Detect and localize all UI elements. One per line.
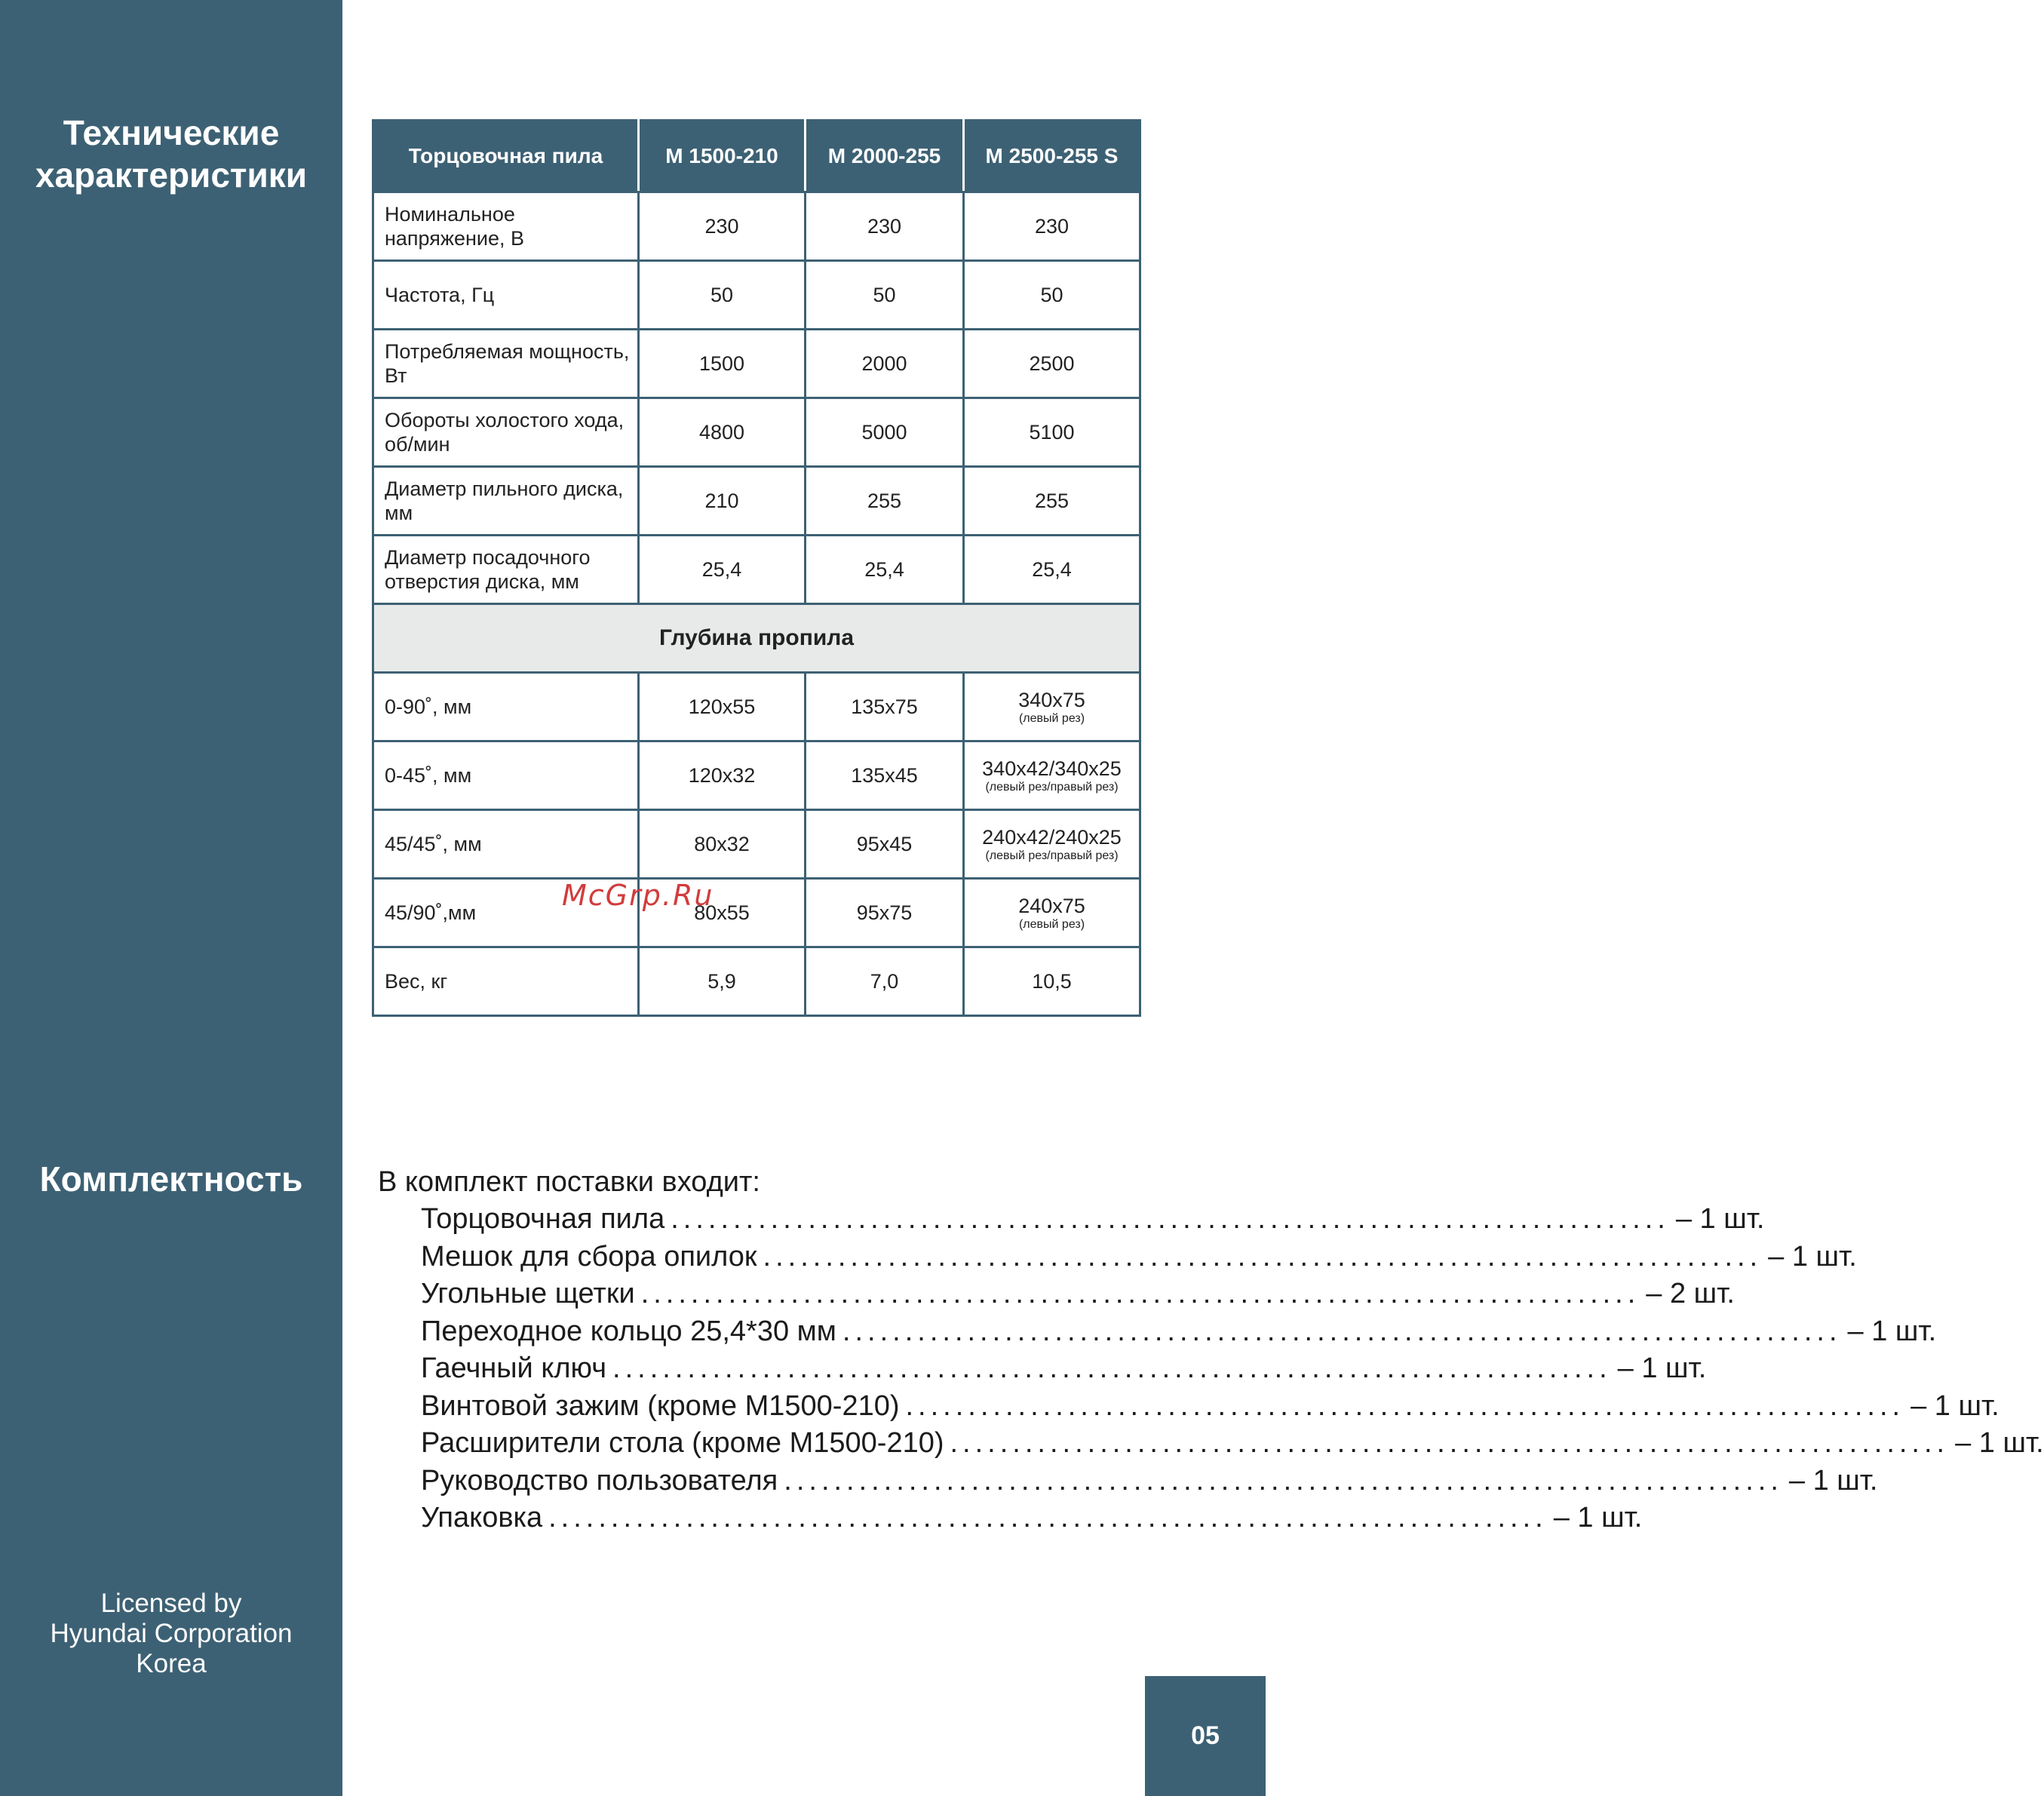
table-row xyxy=(373,192,1140,261)
header-model-1: M 1500-210 xyxy=(639,121,806,192)
dot-leader: ................................................................................ xyxy=(640,1278,1640,1309)
list-item xyxy=(421,1201,1765,1239)
row-label-depth-0-90: 0-90˚, мм xyxy=(373,673,639,741)
section-row xyxy=(373,604,1140,673)
table-cell: 230 xyxy=(964,192,1140,261)
page-number: 05 xyxy=(1145,1676,1266,1796)
row-label-blade-diameter: Диаметр пильного диска, мм xyxy=(373,467,639,536)
table-cell: 25,4 xyxy=(806,536,964,604)
tech-specs-heading xyxy=(0,112,342,196)
kit-item-name: Руководство пользователя xyxy=(421,1464,778,1497)
table-cell-with-note xyxy=(964,879,1140,947)
kit-item-qty: – 1 шт. xyxy=(1955,1427,2044,1459)
license-line2: Hyundai Corporation xyxy=(50,1619,293,1648)
cell-note: (левый рез/правый рез) xyxy=(985,849,1119,862)
table-cell: 210 xyxy=(639,467,806,536)
table-row xyxy=(373,741,1140,810)
dot-leader: ................................................................................ xyxy=(905,1389,1905,1422)
row-label-power: Потребляемая мощность, Вт xyxy=(373,330,639,398)
table-cell: 10,5 xyxy=(964,947,1140,1016)
table-cell: 1500 xyxy=(639,330,806,398)
kit-item-qty: – 2 шт. xyxy=(1646,1278,1735,1309)
kit-item-qty: – 1 шт. xyxy=(1847,1315,1937,1347)
kit-item-name: Угольные щетки xyxy=(421,1278,635,1309)
section-cutting-depth: Глубина пропила xyxy=(373,604,1140,673)
cell-note: (левый рез) xyxy=(1018,918,1085,931)
license-line3: Korea xyxy=(136,1649,207,1678)
kit-item-name: Переходное кольцо 25,4*30 мм xyxy=(421,1315,836,1347)
kit-heading: Комплектность xyxy=(39,1159,303,1199)
table-cell: 230 xyxy=(806,192,964,261)
table-cell: 120x32 xyxy=(639,741,806,810)
row-label-bore-diameter: Диаметр посадочного отверстия диска, мм xyxy=(373,536,639,604)
kit-list xyxy=(421,1201,2044,1537)
table-cell: 50 xyxy=(806,261,964,330)
table-row xyxy=(373,810,1140,879)
table-cell: 5,9 xyxy=(639,947,806,1016)
kit-item-name: Мешок для сбора опилок xyxy=(421,1240,757,1273)
table-cell: 95x75 xyxy=(806,879,964,947)
spec-table-header-row xyxy=(373,121,1140,192)
kit-item-qty: – 1 шт. xyxy=(1675,1203,1765,1235)
list-item xyxy=(421,1313,1937,1351)
row-label-depth-45-45: 45/45˚, мм xyxy=(373,810,639,879)
cell-value: 240x42/240x25 xyxy=(982,826,1122,849)
table-row xyxy=(373,467,1140,536)
table-cell: 95x45 xyxy=(806,810,964,879)
kit-item-name: Винтовой зажим (кроме M1500-210) xyxy=(421,1389,900,1422)
kit-intro: В комплект поставки входит: xyxy=(378,1166,760,1198)
table-row xyxy=(373,673,1140,741)
cell-note: (левый рез/правый рез) xyxy=(985,781,1119,794)
row-label-depth-45-90: 45/90˚,мм xyxy=(373,879,639,947)
kit-item-qty: – 1 шт. xyxy=(1910,1389,1999,1422)
table-cell: 230 xyxy=(639,192,806,261)
kit-item-name: Торцовочная пила xyxy=(421,1203,665,1235)
header-product: Торцовочная пила xyxy=(373,121,639,192)
list-item xyxy=(421,1388,1999,1426)
cell-note: (левый рез) xyxy=(1018,712,1085,725)
table-cell: 80x55 xyxy=(639,879,806,947)
license-line1: Licensed by xyxy=(100,1589,242,1618)
kit-item-name: Гаечный ключ xyxy=(421,1352,607,1384)
row-label-idle-speed: Обороты холостого хода, об/мин xyxy=(373,398,639,467)
header-model-2: M 2000-255 xyxy=(806,121,964,192)
watermark: McGrp.Ru xyxy=(562,879,714,912)
table-cell: 135x75 xyxy=(806,673,964,741)
table-cell: 80x32 xyxy=(639,810,806,879)
table-row xyxy=(373,330,1140,398)
table-cell: 135x45 xyxy=(806,741,964,810)
dot-leader: ................................................................................ xyxy=(784,1464,1783,1497)
dot-leader: ................................................................................ xyxy=(950,1427,1950,1459)
list-item xyxy=(421,1425,2044,1463)
tech-specs-heading-line2: характеристики xyxy=(35,155,308,195)
table-cell: 2000 xyxy=(806,330,964,398)
row-label-depth-0-45: 0-45˚, мм xyxy=(373,741,639,810)
list-item xyxy=(421,1463,1878,1500)
cell-value: 340x75 xyxy=(1018,689,1085,711)
list-item xyxy=(421,1239,1857,1276)
table-cell: 2500 xyxy=(964,330,1140,398)
dot-leader: ................................................................................ xyxy=(763,1240,1763,1273)
kit-item-qty: – 1 шт. xyxy=(1788,1464,1878,1497)
header-model-3: M 2500-255 S xyxy=(964,121,1140,192)
sidebar xyxy=(0,0,342,1796)
table-cell: 50 xyxy=(639,261,806,330)
list-item xyxy=(421,1500,1643,1537)
list-item xyxy=(421,1350,1707,1388)
dot-leader: ................................................................................ xyxy=(842,1315,1842,1347)
table-row xyxy=(373,947,1140,1016)
list-item xyxy=(421,1276,1735,1313)
kit-item-qty: – 1 шт. xyxy=(1768,1240,1857,1273)
dot-leader: ................................................................................ xyxy=(548,1502,1548,1534)
row-label-voltage: Номинальное напряжение, В xyxy=(373,192,639,261)
kit-item-qty: – 1 шт. xyxy=(1553,1502,1643,1534)
table-row xyxy=(373,261,1140,330)
cell-value: 340x42/340x25 xyxy=(982,757,1122,780)
kit-item-name: Упаковка xyxy=(421,1502,543,1534)
table-cell: 120x55 xyxy=(639,673,806,741)
tech-specs-heading-line1: Технические xyxy=(63,113,280,152)
license-note xyxy=(0,1589,342,1679)
table-cell: 25,4 xyxy=(964,536,1140,604)
table-cell: 255 xyxy=(964,467,1140,536)
table-cell-with-note xyxy=(964,810,1140,879)
row-label-frequency: Частота, Гц xyxy=(373,261,639,330)
table-row xyxy=(373,398,1140,467)
spec-table xyxy=(372,119,1141,1017)
table-cell: 7,0 xyxy=(806,947,964,1016)
dot-leader: ................................................................................ xyxy=(671,1203,1670,1235)
table-cell: 5000 xyxy=(806,398,964,467)
row-label-weight: Вес, кг xyxy=(373,947,639,1016)
table-cell-with-note xyxy=(964,741,1140,810)
kit-item-qty: – 1 шт. xyxy=(1617,1352,1707,1384)
table-cell-with-note xyxy=(964,673,1140,741)
table-cell: 25,4 xyxy=(639,536,806,604)
dot-leader: ................................................................................ xyxy=(612,1352,1612,1384)
table-cell: 5100 xyxy=(964,398,1140,467)
table-cell: 255 xyxy=(806,467,964,536)
table-cell: 50 xyxy=(964,261,1140,330)
table-cell: 4800 xyxy=(639,398,806,467)
cell-value: 240x75 xyxy=(1018,895,1085,917)
kit-item-name: Расширители стола (кроме M1500-210) xyxy=(421,1427,944,1459)
table-row xyxy=(373,536,1140,604)
table-row xyxy=(373,879,1140,947)
